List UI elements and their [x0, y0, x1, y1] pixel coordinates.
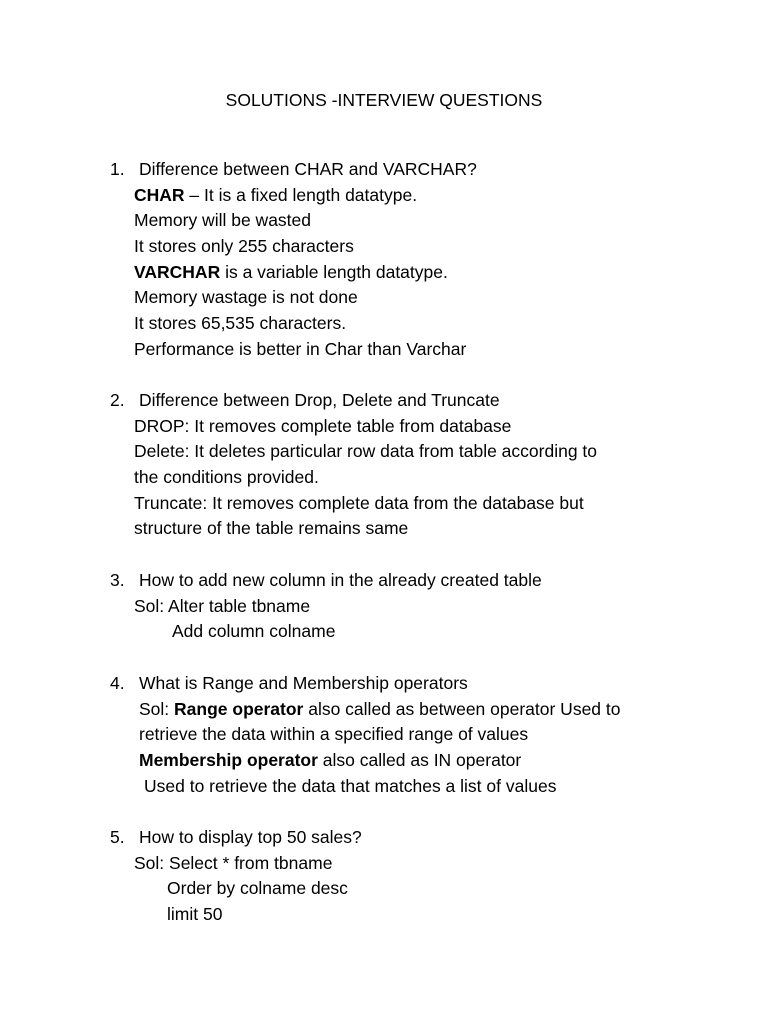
answer-line: It stores only 255 characters — [134, 236, 354, 257]
question-4-heading — [110, 671, 750, 697]
answer-line: structure of the table remains same — [134, 518, 409, 539]
bold-term: Range operator — [174, 698, 304, 719]
question-1-heading — [110, 157, 710, 183]
question-2 — [110, 388, 710, 542]
answer-line: Truncate: It removes complete data from the database but — [134, 492, 584, 513]
answer-line: Memory will be wasted — [134, 210, 311, 231]
answer-line: limit 50 — [167, 904, 223, 925]
bold-term: CHAR — [134, 184, 185, 205]
bold-term: VARCHAR — [134, 261, 221, 282]
question-number: 3. — [110, 570, 125, 590]
answer-line — [110, 260, 710, 286]
answer-text: is a variable length datatype. — [220, 261, 448, 282]
answer-line: Performance is better in Char than Varchar — [134, 338, 467, 359]
question-3-heading — [110, 568, 710, 594]
page-title: SOLUTIONS -INTERVIEW QUESTIONS — [225, 90, 543, 110]
question-text: How to add new column in the already created table — [139, 570, 542, 590]
answer-line: Order by colname desc — [167, 878, 348, 899]
answer-line: Delete: It deletes particular row data from table according to — [134, 441, 598, 462]
question-3 — [110, 568, 710, 645]
answer-line: Add column colname — [172, 621, 336, 642]
answer-line: DROP: It removes complete table from database — [134, 415, 512, 436]
question-5-heading — [110, 825, 710, 851]
question-5 — [110, 825, 710, 928]
question-text: Difference between CHAR and VARCHAR? — [139, 159, 477, 179]
answer-line — [110, 697, 750, 723]
question-number: 1. — [110, 159, 125, 179]
answer-line: Sol: Alter table tbname — [134, 595, 311, 616]
question-number: 2. — [110, 390, 125, 410]
answer-text: Sol: — [139, 698, 175, 719]
answer-text: also called as between operator Used to — [303, 698, 621, 719]
answer-line: the conditions provided. — [134, 467, 319, 488]
answer-line — [110, 183, 710, 209]
answer-line: It stores 65,535 characters. — [134, 313, 347, 334]
question-text: How to display top 50 sales? — [139, 827, 362, 847]
answer-line: retrieve the data within a specified range of values — [139, 724, 529, 745]
answer-line: Used to retrieve the data that matches a list of values — [144, 775, 557, 796]
answer-line: Memory wastage is not done — [134, 287, 358, 308]
answer-text: – It is a fixed length datatype. — [184, 184, 418, 205]
answer-line — [110, 748, 750, 774]
question-4 — [110, 671, 750, 799]
question-number: 5. — [110, 827, 125, 847]
question-1 — [110, 157, 710, 363]
answer-text: also called as IN operator — [317, 750, 522, 771]
bold-term: Membership operator — [139, 750, 318, 771]
question-text: What is Range and Membership operators — [139, 673, 468, 693]
answer-line: Sol: Select * from tbname — [134, 852, 333, 873]
question-number: 4. — [110, 673, 125, 693]
question-text: Difference between Drop, Delete and Truncate — [139, 390, 500, 410]
question-2-heading — [110, 388, 710, 414]
